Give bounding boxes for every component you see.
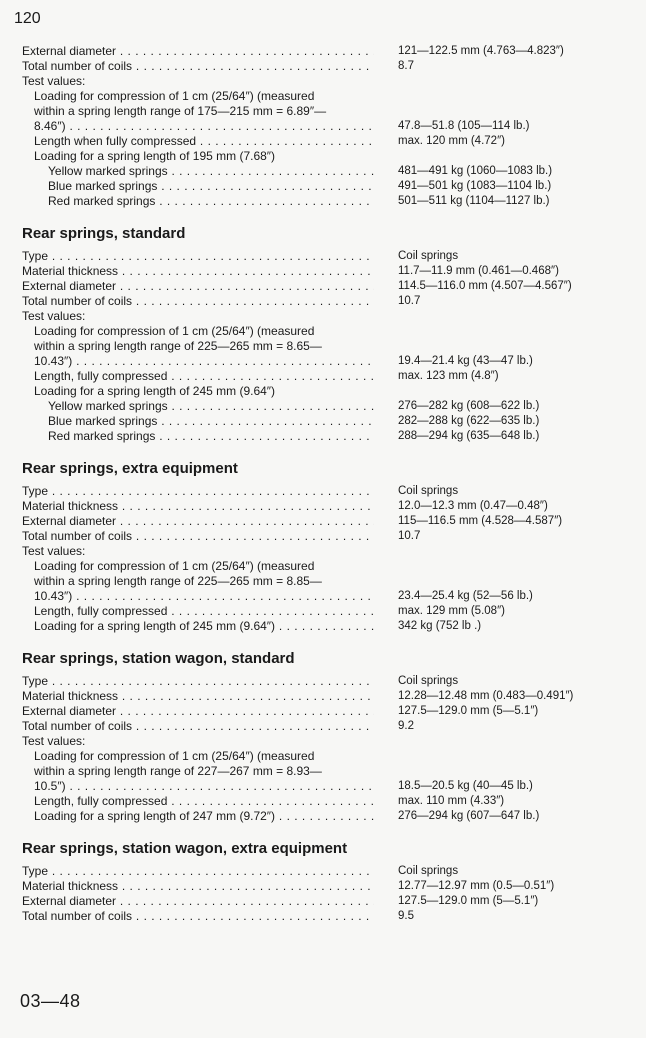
spec-value: 342 kg (752 lb .): [398, 620, 482, 632]
spec-value: 11.7—11.9 mm (0.461—0.468″): [398, 265, 559, 277]
spec-value: 12.0—12.3 mm (0.47—0.48″): [398, 500, 548, 512]
spec-label: External diameter . . .: [22, 704, 374, 719]
spec-row: [22, 879, 622, 894]
spec-row: [22, 414, 622, 429]
spec-row: [22, 529, 622, 544]
spec-label: within a spring length range of 225—265 mm = 8.65—: [34, 339, 322, 353]
spec-row: [22, 164, 622, 179]
spec-label: Loading for compression of 1 cm (25/64″) (measured: [34, 559, 315, 573]
spec-label: Loading for a spring length of 245 mm (9.64″) . . .: [34, 619, 374, 634]
spec-row: [22, 179, 622, 194]
spec-label: Blue marked springs . . .: [48, 179, 374, 194]
spec-row: [22, 619, 622, 634]
spec-row: [22, 249, 622, 264]
spec-value: 501—511 kg (1104—1127 lb.): [398, 195, 550, 207]
spec-label: 8.46″) . . .: [34, 119, 374, 134]
spec-row: [22, 339, 622, 354]
spec-row: [22, 149, 622, 164]
spec-row: [22, 354, 622, 369]
spec-label: within a spring length range of 175—215 mm = 6.89″—: [34, 104, 327, 118]
spec-row: [22, 59, 622, 74]
spec-label: Material thickness . . .: [22, 499, 374, 514]
spec-row: [22, 369, 622, 384]
spec-label: External diameter . . .: [22, 894, 374, 909]
spec-section: [22, 838, 622, 924]
spec-row: [22, 689, 622, 704]
spec-label: Length when fully compressed . . .: [34, 134, 374, 149]
spec-row: [22, 89, 622, 104]
spec-label: Red marked springs . . .: [48, 194, 374, 209]
spec-value: max. 123 mm (4.8″): [398, 370, 499, 382]
spec-row: [22, 604, 622, 619]
section-heading: Rear springs, station wagon, extra equipment: [22, 840, 348, 857]
spec-row: [22, 544, 622, 559]
spec-label: Test values:: [22, 544, 86, 558]
spec-label: Total number of coils . . .: [22, 529, 374, 544]
spec-row: [22, 279, 622, 294]
spec-label: Test values:: [22, 74, 86, 88]
spec-value: Coil springs: [398, 675, 459, 687]
spec-label: Total number of coils . . .: [22, 719, 374, 734]
spec-row: [22, 749, 622, 764]
spec-value: 276—282 kg (608—622 lb.): [398, 400, 540, 412]
spec-value: 9.2: [398, 720, 414, 732]
spec-label: Loading for a spring length of 247 mm (9.72″) . . .: [34, 809, 374, 824]
spec-label: Type . . .: [22, 249, 374, 264]
spec-row: [22, 484, 622, 499]
page-number: 120: [14, 10, 41, 27]
spec-value: 10.7: [398, 295, 421, 307]
spec-label: External diameter . . .: [22, 44, 374, 59]
spec-label: Material thickness . . .: [22, 879, 374, 894]
spec-row: [22, 294, 622, 309]
spec-label: Type . . .: [22, 484, 374, 499]
spec-label: Total number of coils . . .: [22, 294, 374, 309]
spec-label: Blue marked springs . . .: [48, 414, 374, 429]
spec-label: within a spring length range of 225—265 mm = 8.85—: [34, 574, 322, 588]
spec-row: [22, 674, 622, 689]
spec-row: [22, 194, 622, 209]
spec-row: [22, 894, 622, 909]
spec-label: Test values:: [22, 309, 86, 323]
spec-row: [22, 104, 622, 119]
spec-row: [22, 429, 622, 444]
spec-row: [22, 119, 622, 134]
spec-row: [22, 44, 622, 59]
spec-value: 12.28—12.48 mm (0.483—0.491″): [398, 690, 574, 702]
spec-row: [22, 779, 622, 794]
spec-label: within a spring length range of 227—267 mm = 8.93—: [34, 764, 322, 778]
spec-row: [22, 264, 622, 279]
section-heading: Rear springs, extra equipment: [22, 460, 238, 477]
spec-row: [22, 704, 622, 719]
spec-value: 127.5—129.0 mm (5—5.1″): [398, 895, 539, 907]
spec-value: 481—491 kg (1060—1083 lb.): [398, 165, 553, 177]
spec-value: 23.4—25.4 kg (52—56 lb.): [398, 590, 533, 602]
spec-value: max. 120 mm (4.72″): [398, 135, 505, 147]
page-footer-code: 03—48: [20, 991, 81, 1011]
spec-label: Red marked springs . . .: [48, 429, 374, 444]
spec-label: Length, fully compressed . . .: [34, 604, 374, 619]
spec-label: External diameter . . .: [22, 514, 374, 529]
spec-value: 18.5—20.5 kg (40—45 lb.): [398, 780, 533, 792]
spec-label: 10.5″) . . .: [34, 779, 374, 794]
spec-label: Length, fully compressed . . .: [34, 794, 374, 809]
spec-row: [22, 324, 622, 339]
spec-value: 282—288 kg (622—635 lb.): [398, 415, 540, 427]
section-heading: Rear springs, standard: [22, 225, 186, 242]
spec-value: Coil springs: [398, 485, 459, 497]
spec-row: [22, 574, 622, 589]
spec-row: [22, 909, 622, 924]
spec-value: 127.5—129.0 mm (5—5.1″): [398, 705, 539, 717]
spec-label: Total number of coils . . .: [22, 59, 374, 74]
spec-row: [22, 734, 622, 749]
spec-value: Coil springs: [398, 865, 459, 877]
spec-value: 121—122.5 mm (4.763—4.823″): [398, 45, 564, 57]
spec-label: 10.43″) . . .: [34, 354, 374, 369]
spec-label: Loading for compression of 1 cm (25/64″) (measured: [34, 89, 315, 103]
spec-value: 288—294 kg (635—648 lb.): [398, 430, 540, 442]
section-heading: Rear springs, station wagon, standard: [22, 650, 295, 667]
spec-label: 10.43″) . . .: [34, 589, 374, 604]
spec-value: 12.77—12.97 mm (0.5—0.51″): [398, 880, 555, 892]
spec-label: Loading for a spring length of 195 mm (7.68″): [34, 149, 276, 163]
spec-label: Loading for a spring length of 245 mm (9.64″): [34, 384, 276, 398]
spec-label: Total number of coils . . .: [22, 909, 374, 924]
spec-section: [22, 648, 622, 824]
spec-row: [22, 384, 622, 399]
spec-label: Type . . .: [22, 864, 374, 879]
spec-label: Material thickness . . .: [22, 264, 374, 279]
spec-value: 9.5: [398, 910, 414, 922]
spec-row: [22, 794, 622, 809]
spec-label: Yellow marked springs . . .: [48, 399, 374, 414]
spec-label: External diameter . . .: [22, 279, 374, 294]
spec-row: [22, 864, 622, 879]
spec-row: [22, 514, 622, 529]
spec-label: Loading for compression of 1 cm (25/64″) (measured: [34, 749, 315, 763]
spec-value: 19.4—21.4 kg (43—47 lb.): [398, 355, 533, 367]
spec-row: [22, 764, 622, 779]
spec-label: Loading for compression of 1 cm (25/64″) (measured: [34, 324, 315, 338]
spec-label: Length, fully compressed . . .: [34, 369, 374, 384]
spec-section: [22, 458, 622, 634]
spec-value: 8.7: [398, 60, 414, 72]
spec-row: [22, 559, 622, 574]
spec-label: Material thickness . . .: [22, 689, 374, 704]
spec-row: [22, 809, 622, 824]
spec-section: [22, 223, 622, 444]
spec-value: 115—116.5 mm (4.528—4.587″): [398, 515, 563, 527]
spec-value: 491—501 kg (1083—1104 lb.): [398, 180, 552, 192]
spec-row: [22, 499, 622, 514]
spec-label: Yellow marked springs . . .: [48, 164, 374, 179]
spec-value: 10.7: [398, 530, 421, 542]
spec-label: Type . . .: [22, 674, 374, 689]
spec-row: [22, 134, 622, 149]
spec-row: [22, 719, 622, 734]
spec-row: [22, 309, 622, 324]
spec-value: Coil springs: [398, 250, 459, 262]
spec-row: [22, 589, 622, 604]
spec-value: 276—294 kg (607—647 lb.): [398, 810, 540, 822]
spec-content: [22, 44, 622, 924]
spec-label: Test values:: [22, 734, 86, 748]
spec-value: max. 129 mm (5.08″): [398, 605, 505, 617]
spec-value: 47.8—51.8 (105—114 lb.): [398, 120, 530, 132]
spec-value: 114.5—116.0 mm (4.507—4.567″): [398, 280, 572, 292]
spec-row: [22, 399, 622, 414]
spec-section: [22, 44, 622, 209]
spec-row: [22, 74, 622, 89]
spec-value: max. 110 mm (4.33″): [398, 795, 505, 807]
